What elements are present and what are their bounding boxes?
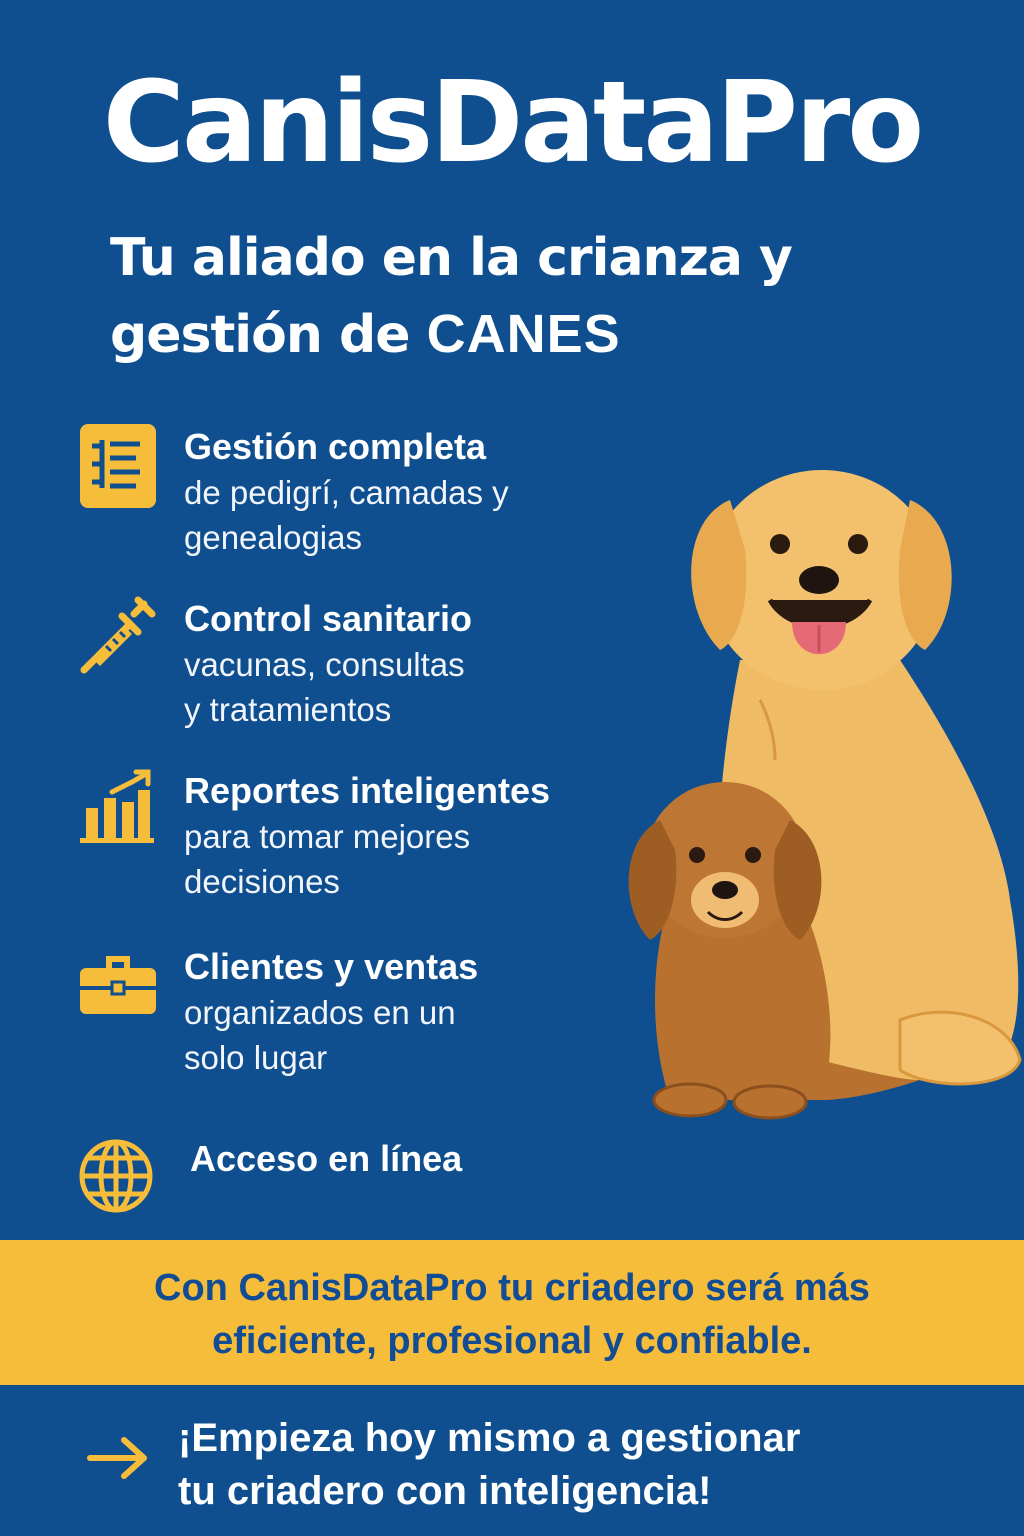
syringe-icon (78, 596, 158, 676)
cta-line-1: ¡Empieza hoy mismo a gestionar (178, 1416, 801, 1460)
feature-title: Reportes inteligentes (184, 770, 551, 811)
feature-text (184, 596, 644, 732)
tagline-line-1: Tu aliado en la crianza y (110, 228, 792, 288)
feature-title: Gestión completa (184, 426, 487, 467)
feature-description-2: genealogias (184, 519, 362, 556)
arrow-right-icon (86, 1436, 150, 1480)
feature-description-1: para tomar mejores (184, 818, 471, 855)
feature-text (184, 424, 644, 560)
call-to-action (178, 1412, 978, 1518)
cta-line-2: tu criadero con inteligencia! (178, 1469, 712, 1513)
feature-description-2: solo lugar (184, 1039, 328, 1076)
feature-description-1: de pedigrí, camadas y (184, 474, 509, 511)
feature-text (184, 944, 644, 1080)
feature-description-1: organizados en un (184, 994, 456, 1031)
app-title: CanisDataPro (102, 58, 922, 188)
tagline-emphasis: CANES (426, 303, 621, 364)
briefcase-icon (78, 944, 158, 1024)
bar-chart-growth-icon (78, 768, 158, 848)
feature-text (184, 768, 644, 904)
feature-title: Acceso en línea (190, 1138, 463, 1179)
feature-text (190, 1136, 650, 1182)
value-banner (0, 1240, 1024, 1385)
dogs-illustration (600, 460, 1024, 1140)
banner-line-2: eficiente, profesional y confiable. (212, 1320, 812, 1362)
banner-line-1: Con CanisDataPro tu criadero será más (154, 1267, 870, 1309)
tagline-prefix: gestión de (110, 304, 427, 365)
feature-title: Clientes y ventas (184, 946, 479, 987)
feature-title: Control sanitario (184, 598, 473, 639)
feature-description-2: y tratamientos (184, 691, 392, 728)
pedigree-document-icon (78, 424, 158, 504)
globe-icon (78, 1136, 158, 1216)
feature-description-2: decisiones (184, 863, 340, 900)
feature-description-1: vacunas, consultas (184, 646, 465, 683)
tagline (110, 222, 930, 373)
tagline-line-2 (110, 296, 930, 373)
